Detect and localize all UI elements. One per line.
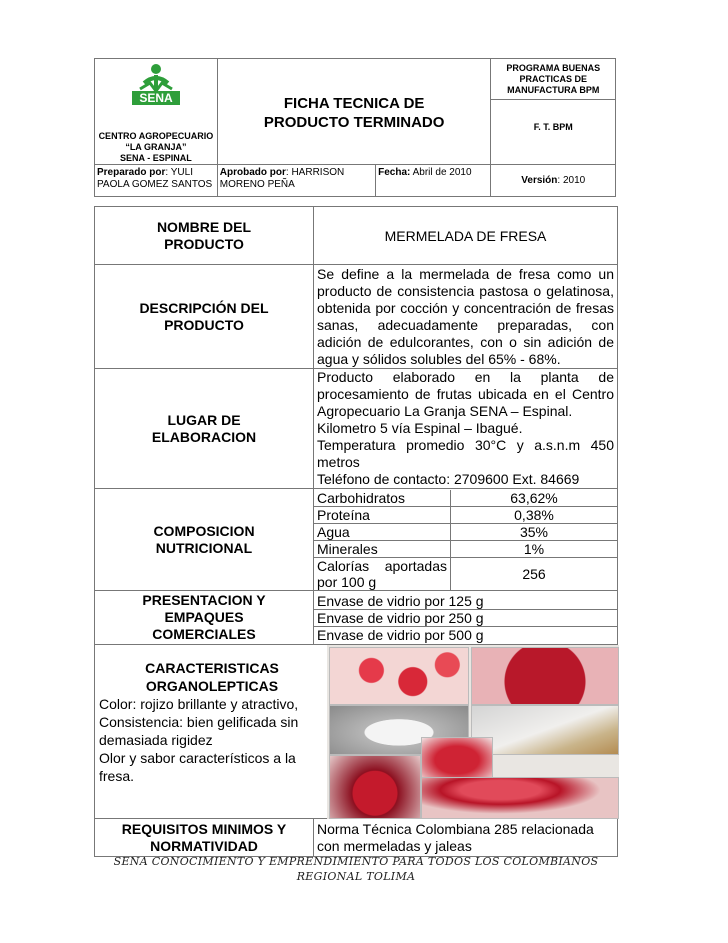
product-sheet-table [94,206,618,857]
organoleptic-cell [95,645,618,819]
table-row: Agua 35% [314,523,617,540]
product-photo-collage [327,645,619,819]
product-name-label: NOMBRE DEL PRODUCTO [95,207,314,265]
location-label: LUGAR DE ELABORACION [95,369,314,489]
program-cell [491,59,616,165]
table-row: Proteína 0,38% [314,506,617,523]
list-item: Envase de vidrio por 125 g [314,593,617,610]
location-line3: Temperatura promedio 30°C y a.s.n.m 450 metros [317,437,614,470]
center-name-line3: SENA - ESPINAL [120,153,192,163]
organoleptic-color: Color: rojizo brillante y atractivo, [99,696,299,712]
list-item: Envase de vidrio por 250 g [314,609,617,626]
footer-line2: REGIONAL TOLIMA [296,870,416,883]
document-title-line1: FICHA TECNICA DE [283,94,425,112]
presentation-label: PRESENTACION Y EMPAQUES COMERCIALES [95,591,314,645]
center-name-line2: “LA GRANJA” [125,142,187,152]
program-line3: MANUFACTURA BPM [507,85,600,95]
date: Fecha: Abril de 2010 [376,165,491,197]
location-line2: Kilometro 5 vía Espinal – Ibagué. [317,420,523,436]
prepared-by: Preparado por: YULI PAOLA GOMEZ SANTOS [95,165,218,197]
jam-bowl-photo [421,777,619,819]
description-label: DESCRIPCIÓN DEL PRODUCTO [95,265,314,369]
header-table [94,58,616,197]
strawberry-puree-photo [471,647,619,705]
requirements-label: REQUISITOS MINIMOS Y NORMATIVIDAD [95,819,314,857]
table-row: Calorías aportadas por 100 g 256 [314,557,617,590]
document-code: F. T. BPM [533,122,573,132]
table-row: Minerales 1% [314,540,617,557]
logo-text: SENA [139,91,173,105]
footer [94,854,618,884]
sugar-spoon-photo [471,705,619,755]
document-title-line2: PRODUCTO TERMINADO [263,113,445,131]
footer-line1: SENA CONOCIMIENTO Y EMPRENDIMIENTO PARA TODOS LOS COLOMBIANOS [113,855,599,868]
location-line1: Producto elaborado en la planta de procesamiento de frutas ubicada en el Centro Agropecuario La Granja SENA – Espinal. [317,369,614,419]
presentation-list [314,591,618,645]
location-line4: Teléfono de contacto: 2709600 Ext. 84669 [317,471,580,487]
nutrition-table [314,489,618,591]
program-line2: PRACTICAS DE [519,74,587,84]
list-item: Envase de vidrio por 500 g [317,626,484,643]
organoleptic-consistency: Consistencia: bien gelificada sin demasiada rigidez [99,714,299,748]
table-row: Carbohidratos 63,62% [314,490,617,507]
logo-cell [95,59,218,165]
nutrition-label: COMPOSICION NUTRICIONAL [95,489,314,591]
document-title [217,59,491,165]
jam-jar-photo [329,755,421,819]
jam-spoon-photo [421,737,493,779]
requirements-value: Norma Técnica Colombiana 285 relacionada con mermeladas y jaleas [314,819,618,857]
center-name-line1: CENTRO AGROPECUARIO [98,131,214,141]
sena-logo-icon [126,63,186,109]
location-value [314,369,618,489]
version: Versión: 2010 [491,165,616,197]
organoleptic-smell: Olor y sabor característicos a la fresa. [99,750,296,784]
description-value: Se define a la mermelada de fresa como un producto de consistencia pastosa o gelatinosa, obtenida por cocción y concentración de fresas sanas, adecuadamente preparadas, con adición de edulcorantes, con o sin adición de agua y sólidos solubles del 65% - 68%. [314,265,618,369]
strawberries-photo [329,647,469,705]
approved-by: Aprobado por: HARRISON MORENO PEÑA [217,165,375,197]
product-name-value: MERMELADA DE FRESA [314,207,618,265]
program-line1: PROGRAMA BUENAS [506,63,601,73]
organoleptic-label: CARACTERISTICAS ORGANOLEPTICAS [145,660,279,694]
